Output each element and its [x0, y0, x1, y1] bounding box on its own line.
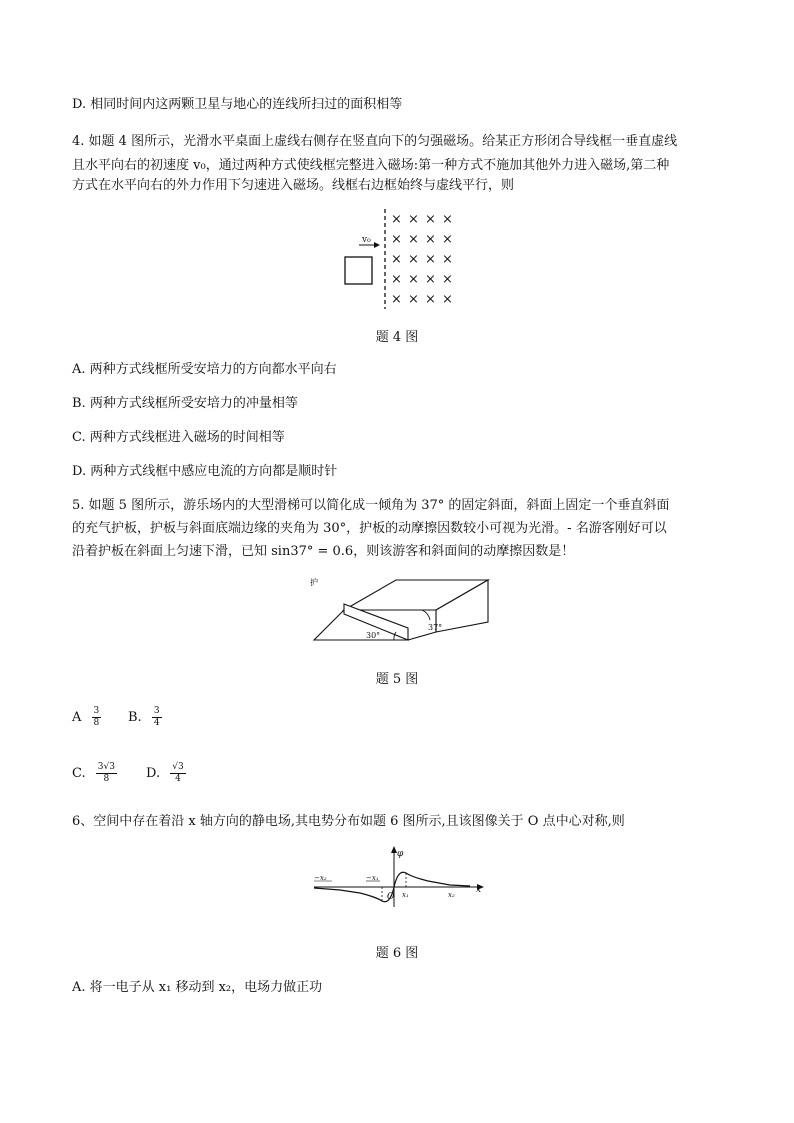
q5-option-a-label: A: [72, 710, 82, 725]
x1-label: x₁: [402, 891, 409, 899]
svg-text:×: ×: [425, 212, 436, 227]
q5-option-c: [72, 762, 117, 785]
q4-stem-line-2: 且水平向右的初速度 v₀，通过两种方式使线框完整进入磁场:第一种方式不施加其他外力进入磁场,第二种: [72, 158, 670, 173]
svg-text:×: ×: [408, 212, 419, 227]
svg-text:×: ×: [442, 252, 453, 267]
q5-stem-line-3: 沿着护板在斜面上匀速下滑，已知 sin37° = 0.6，则该游客和斜面间的动摩擦因数是！: [72, 544, 575, 559]
angle-37-label: 37°: [428, 623, 443, 632]
neg-x1-label: −x₁: [366, 874, 379, 882]
q5-option-c-label: C.: [72, 766, 86, 781]
q4-option-c: C. 两种方式线框进入磁场的时间相等: [72, 430, 285, 445]
svg-text:×: ×: [391, 272, 402, 287]
svg-text:×: ×: [425, 252, 436, 267]
velocity-arrowhead: [374, 242, 380, 248]
q6-option-a: A. 将一电子从 x₁ 移动到 x₂，电场力做正功: [72, 980, 323, 995]
angle-30-label: 30°: [366, 631, 381, 640]
x-axis-label: x: [476, 885, 482, 895]
svg-text:×: ×: [408, 292, 419, 307]
y-axis-label: φ: [397, 849, 404, 859]
q4-stem-line-1: 4. 如题 4 图所示，光滑水平桌面上虚线右侧存在竖直向下的匀强磁场。给某正方形闭合导线框一垂直虚线: [72, 134, 678, 149]
q5-option-a-fraction: $\frac{3}{8}$: [93, 706, 100, 728]
svg-text:×: ×: [442, 212, 453, 227]
x2-label: x₂: [448, 891, 455, 899]
svg-text:×: ×: [408, 272, 419, 287]
svg-text:×: ×: [408, 252, 419, 267]
q4-option-d: D. 两种方式线框中感应电流的方向都是顺时针: [72, 464, 338, 479]
q5-option-d-label: D.: [146, 766, 161, 781]
svg-text:×: ×: [391, 232, 402, 247]
q4-figure: [330, 205, 470, 313]
svg-text:×: ×: [391, 292, 402, 307]
q5-option-d-fraction: $\frac{√3}{4}$: [172, 762, 184, 784]
velocity-label: v₀: [362, 235, 371, 245]
svg-text:×: ×: [391, 212, 402, 227]
q5-option-c-fraction: $\frac{3√3}{8}$: [97, 762, 115, 784]
q5-figure-caption: 题 5 图: [375, 672, 419, 687]
q5-option-b-fraction: $\frac{3}{4}$: [153, 706, 160, 728]
q6-figure: [310, 845, 490, 909]
q4-stem-line-3: 方式在水平向右的外力作用下匀速进入磁场。线框右边框始终与虚线平行，则: [72, 178, 515, 193]
magnetic-field-crosses: [391, 212, 453, 307]
q3-option-d: D. 相同时间内这两颗卫星与地心的连线所扫过的面积相等: [72, 97, 403, 112]
q5-option-a: [72, 706, 101, 729]
svg-text:×: ×: [425, 292, 436, 307]
svg-text:×: ×: [391, 252, 402, 267]
svg-text:×: ×: [442, 232, 453, 247]
q5-figure-top-label: 护: [310, 578, 318, 587]
square-wire-frame: [345, 257, 372, 284]
q6-stem: 6、空间中存在着沿 x 轴方向的静电场,其电势分布如题 6 图所示,且该图像关于 O 点中心对称,则: [72, 814, 625, 829]
q5-option-b: [128, 706, 162, 729]
svg-text:×: ×: [442, 272, 453, 287]
q5-stem-line-2: 的充气护板，护板与斜面底端边缘的夹角为 30°，护板的动摩擦因数较小可视为光滑。- 名游客刚好可以: [72, 521, 667, 536]
origin-label: O: [387, 892, 395, 902]
q4-option-a: A. 两种方式线框所受安培力的方向都水平向右: [72, 362, 337, 377]
q5-option-b-label: B.: [128, 710, 142, 725]
q5-option-d: [146, 762, 186, 785]
neg-x2-label: −x₂: [314, 874, 327, 882]
q5-figure: [308, 572, 494, 648]
svg-text:×: ×: [425, 232, 436, 247]
q4-figure-caption: 题 4 图: [375, 330, 419, 345]
svg-text:×: ×: [408, 232, 419, 247]
q4-option-b: B. 两种方式线框所受安培力的冲量相等: [72, 396, 298, 411]
svg-text:×: ×: [425, 272, 436, 287]
q5-stem-line-1: 5. 如题 5 图所示，游乐场内的大型滑梯可以简化成一倾角为 37° 的固定斜面，斜面上固定一个垂直斜面: [72, 498, 670, 513]
svg-text:×: ×: [442, 292, 453, 307]
q6-figure-caption: 题 6 图: [375, 946, 419, 961]
